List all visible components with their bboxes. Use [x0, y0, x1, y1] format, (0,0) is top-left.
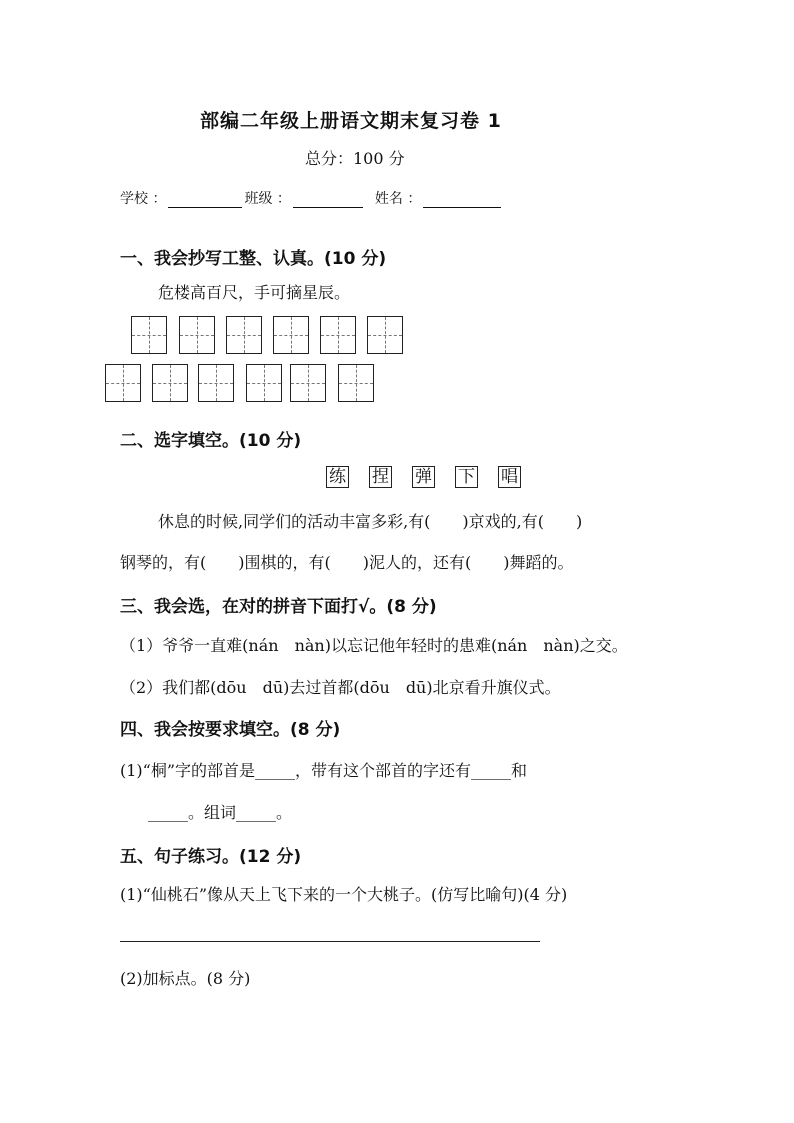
choice-word: 唱	[498, 466, 521, 488]
page-title: 部编二年级上册语文期末复习卷 1	[200, 110, 502, 132]
writing-cell[interactable]	[273, 316, 309, 354]
writing-cell[interactable]	[320, 316, 356, 354]
section-2-heading: 二、选字填空。(10 分)	[120, 431, 302, 451]
writing-cell[interactable]	[338, 364, 374, 402]
writing-cell[interactable]	[367, 316, 403, 354]
total-score: 总分：100 分	[305, 149, 405, 168]
sentence-question-2: (2)加标点。(8 分)	[120, 969, 251, 988]
school-blank[interactable]	[168, 193, 242, 208]
choice-word: 下	[455, 466, 478, 488]
section-1-heading: 一、我会抄写工整、认真。(10 分)	[120, 249, 387, 269]
writing-cell[interactable]	[131, 316, 167, 354]
choice-word: 弹	[412, 466, 435, 488]
student-info-row	[120, 188, 503, 208]
writing-cell[interactable]	[179, 316, 215, 354]
fill-sentence-line-1: 休息的时候,同学们的活动丰富多彩,有( )京戏的,有( )	[158, 512, 583, 531]
radical-question-line-1: (1)“桐”字的部首是_____，带有这个部首的字还有_____和	[120, 761, 528, 780]
section-4-heading: 四、我会按要求填空。(8 分)	[120, 720, 341, 740]
sentence-question-1: (1)“仙桃石”像从天上飞下来的一个大桃子。(仿写比喻句)(4 分)	[120, 885, 568, 904]
writing-cell[interactable]	[246, 364, 282, 402]
fill-sentence-line-2: 钢琴的，有( )围棋的，有( )泥人的，还有( )舞蹈的。	[120, 553, 574, 572]
section-5-heading: 五、句子练习。(12 分)	[120, 847, 302, 867]
pinyin-question-1: （1）爷爷一直难(nán nàn)以忘记他年轻时的患难(nán nàn)之交。	[120, 636, 628, 655]
writing-grid-row-2	[105, 364, 374, 402]
writing-cell[interactable]	[198, 364, 234, 402]
writing-cell[interactable]	[290, 364, 326, 402]
writing-cell[interactable]	[152, 364, 188, 402]
section-3-heading: 三、我会选，在对的拼音下面打√。(8 分)	[120, 597, 437, 617]
answer-line[interactable]	[120, 941, 540, 942]
choice-word: 练	[326, 466, 349, 488]
choice-word: 捏	[369, 466, 392, 488]
writing-grid-row-1	[131, 316, 403, 354]
class-blank[interactable]	[293, 193, 363, 208]
word-choices	[326, 466, 521, 488]
name-label: 姓名 ：	[374, 191, 422, 207]
poem-line: 危楼高百尺，手可摘星辰。	[158, 283, 351, 302]
name-blank[interactable]	[423, 193, 501, 208]
school-label: 学校 ：	[120, 191, 167, 207]
class-label: 班级 ：	[244, 191, 291, 207]
pinyin-question-2: （2）我们都(dōu dū)去过首都(dōu dū)北京看升旗仪式。	[120, 678, 561, 697]
writing-cell[interactable]	[105, 364, 141, 402]
writing-cell[interactable]	[226, 316, 262, 354]
radical-question-line-2: _____。组词_____。	[148, 803, 293, 822]
